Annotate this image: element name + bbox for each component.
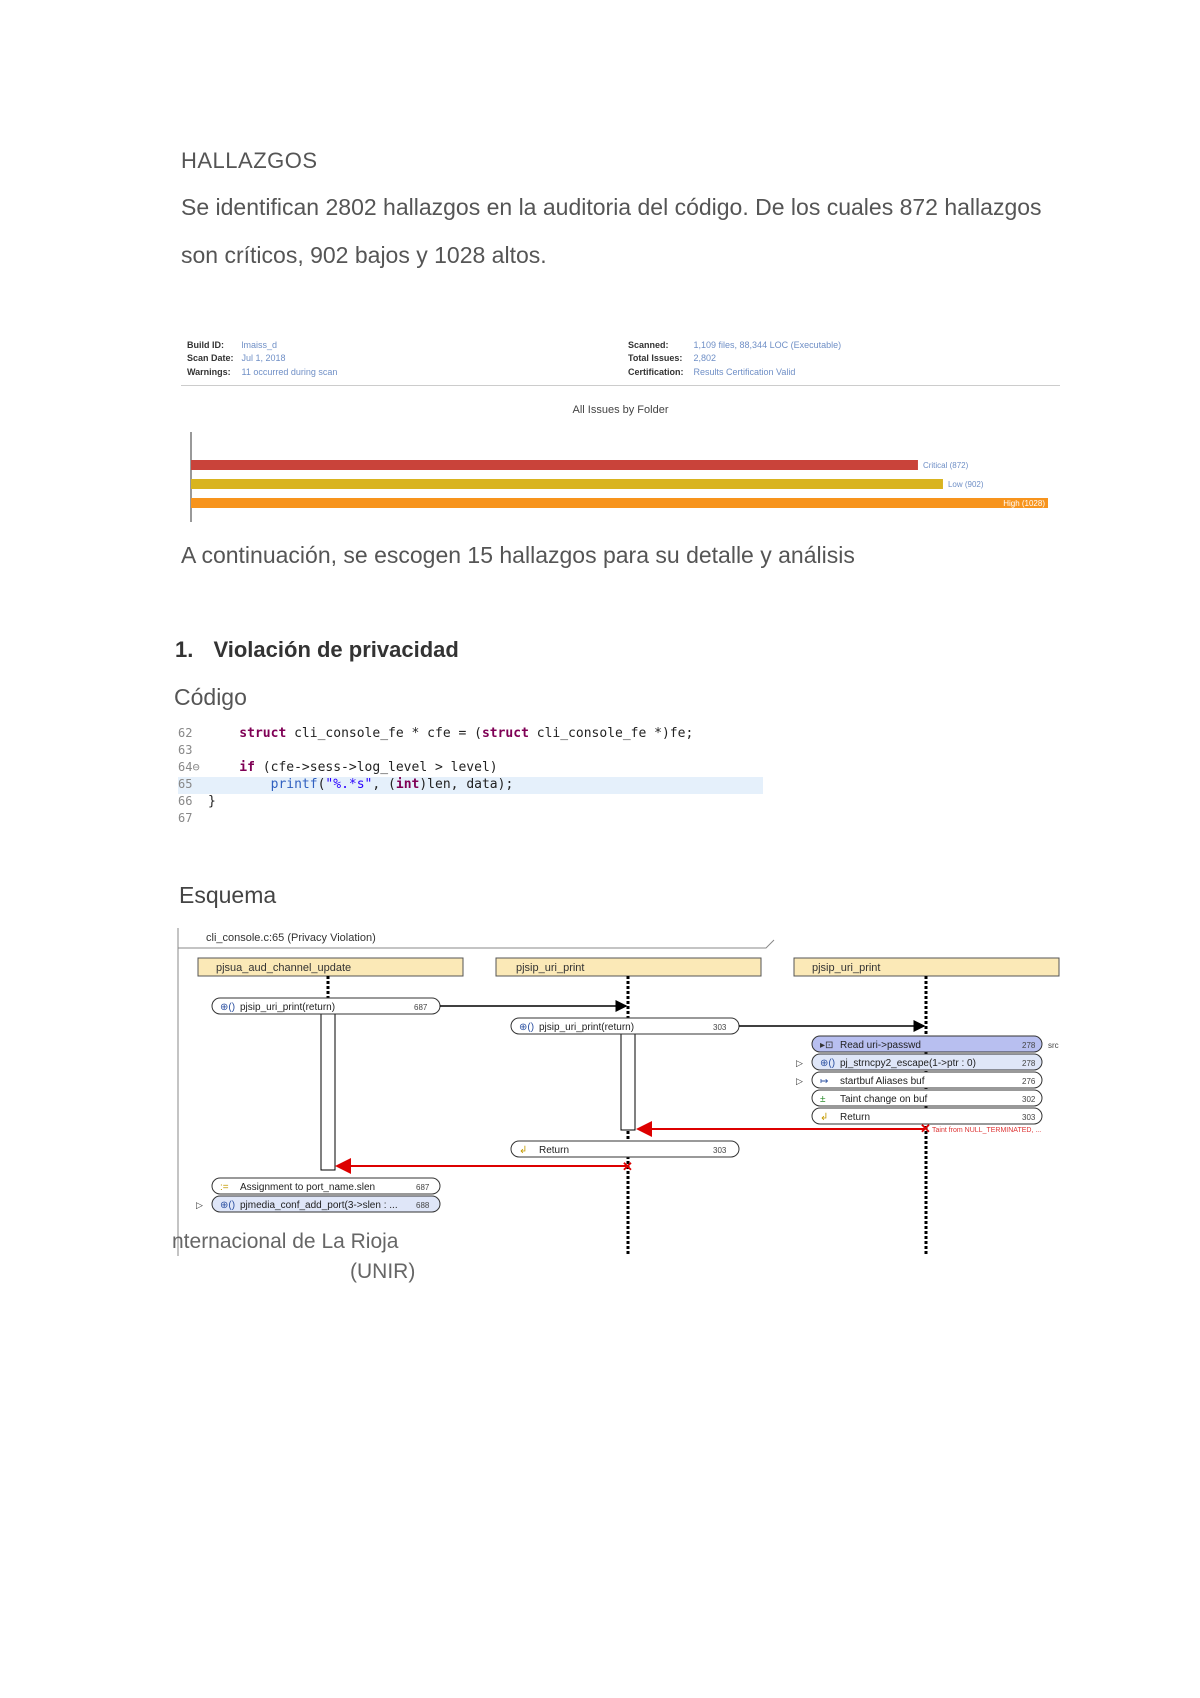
chart-title: All Issues by Folder — [572, 404, 669, 416]
scan-date-value: Jul 1, 2018 — [241, 353, 286, 363]
svg-text:↦: ↦ — [820, 1076, 829, 1087]
lane-header — [794, 958, 1059, 976]
taint-x-icon: ✕ — [622, 1159, 633, 1174]
line-number: 66 — [178, 794, 193, 808]
code-text: printf("%.*s", (int)len, data); — [270, 777, 514, 792]
total-issues-label: Total Issues: — [628, 353, 683, 363]
node-label: pjsip_uri_print(return) — [240, 1002, 336, 1013]
footer-line-2: (UNIR) — [350, 1260, 416, 1283]
paragraph-line-1: Se identifican 2802 hallazgos en la auditoria del código. De los cuales 872 hallazgos — [181, 194, 1042, 220]
node-label: Read uri->passwd — [840, 1040, 921, 1051]
node-label: Return — [539, 1145, 570, 1156]
svg-text:⊕(): ⊕() — [519, 1022, 535, 1033]
flow-node — [212, 1178, 440, 1194]
node-label: pj_strncpy2_escape(1->ptr : 0) — [840, 1058, 976, 1069]
flow-node — [511, 1018, 739, 1034]
bar-label-low: Low (902) — [947, 480, 984, 489]
line-number: 64⊖ — [178, 760, 200, 774]
node-line: 278 — [1022, 1041, 1036, 1050]
node-label: pjmedia_conf_add_port(3->slen : ... — [240, 1200, 398, 1211]
scan-date-label: Scan Date: — [187, 353, 234, 363]
node-line: 303 — [713, 1023, 727, 1032]
bar-critical — [191, 460, 918, 470]
scanned-value: 1,109 files, 88,344 LOC (Executable) — [693, 340, 842, 350]
node-line: 278 — [1022, 1059, 1036, 1068]
scanned-row — [628, 340, 841, 350]
build-id-label: Build ID: — [187, 340, 224, 350]
code-line — [178, 760, 763, 777]
code-text: } — [208, 794, 216, 809]
flow-node — [212, 998, 440, 1014]
node-label: Taint change on buf — [840, 1094, 928, 1105]
footer-line-1: nternacional de La Rioja — [172, 1230, 399, 1253]
svg-text:⊕(): ⊕() — [220, 1002, 236, 1013]
heading: HALLAZGOS — [181, 148, 318, 173]
flow-node-source — [812, 1036, 1042, 1052]
svg-text:⊕(): ⊕() — [820, 1058, 836, 1069]
svg-text:↲: ↲ — [519, 1145, 528, 1156]
node-line: 687 — [414, 1003, 428, 1012]
node-line: 688 — [416, 1201, 430, 1210]
section-title — [175, 637, 459, 663]
taint-flow-diagram — [176, 926, 1076, 1256]
flow-node-sink — [196, 1196, 440, 1212]
taint-note: Taint from NULL_TERMINATED, ... — [932, 1127, 1042, 1134]
bar-low — [191, 479, 943, 489]
node-line: 303 — [713, 1146, 727, 1155]
line-number: 63 — [178, 743, 193, 757]
lane-label: pjsip_uri_print — [812, 962, 881, 974]
svg-text:⊕(): ⊕() — [220, 1200, 236, 1211]
section-name: Violación de privacidad — [213, 637, 459, 662]
flow-node — [796, 1054, 1042, 1070]
node-line: 276 — [1022, 1077, 1036, 1086]
node-line: 303 — [1022, 1113, 1036, 1122]
section-number: 1. — [175, 637, 194, 662]
warnings-row — [187, 367, 337, 377]
code-text: if (cfe->sess->log_level > level) — [208, 760, 498, 775]
node-line: 302 — [1022, 1095, 1036, 1104]
svg-text:▷: ▷ — [796, 1058, 803, 1068]
warnings-label: Warnings: — [187, 367, 231, 377]
node-label: Assignment to port_name.slen — [240, 1182, 376, 1193]
node-line: 687 — [416, 1183, 430, 1192]
diagram-title: cli_console.c:65 (Privacy Violation) — [206, 932, 376, 944]
code-text: struct cli_console_fe * cfe = (struct cli_console_fe *)fe; — [208, 726, 694, 741]
flow-node — [796, 1072, 1042, 1088]
flow-node — [812, 1090, 1042, 1106]
bar-label-critical: Critical (872) — [922, 461, 969, 470]
code-line — [178, 811, 763, 828]
paragraph-line-2: son críticos, 902 bajos y 1028 altos. — [181, 242, 547, 268]
lane-header — [496, 958, 761, 976]
node-label: startbuf Aliases buf — [840, 1076, 925, 1087]
certification-value: Results Certification Valid — [693, 367, 796, 377]
svg-text:▷: ▷ — [796, 1076, 803, 1086]
code-line — [178, 726, 763, 743]
schema-label: Esquema — [179, 882, 277, 908]
flow-node — [511, 1141, 739, 1157]
svg-text:↲: ↲ — [820, 1112, 829, 1123]
taint-x-icon: ✕ — [920, 1121, 931, 1136]
total-issues-value: 2,802 — [693, 353, 717, 363]
svg-text:▷: ▷ — [196, 1200, 203, 1210]
certification-label: Certification: — [628, 367, 684, 377]
activation-bar — [621, 1026, 635, 1130]
bar-high — [191, 498, 1048, 508]
scan-date-row — [187, 353, 286, 363]
lane-header — [198, 958, 463, 976]
lane-label: pjsip_uri_print — [516, 962, 585, 974]
header-divider — [181, 385, 1060, 386]
line-number: 62 — [178, 726, 193, 740]
build-id-row — [187, 340, 277, 350]
side-note: src — [1048, 1041, 1059, 1050]
scanned-label: Scanned: — [628, 340, 669, 350]
certification-row — [628, 367, 795, 377]
lane-label: pjsua_aud_channel_update — [216, 962, 352, 974]
code-label: Código — [174, 684, 247, 710]
activation-bar — [321, 1008, 335, 1170]
code-snippet — [178, 726, 763, 828]
line-number: 67 — [178, 811, 193, 825]
code-line-highlighted — [178, 777, 763, 794]
warnings-value: 11 occurred during scan — [241, 367, 338, 377]
paragraph-intro: A continuación, se escogen 15 hallazgos para su detalle y análisis — [181, 542, 855, 568]
total-issues-row — [628, 353, 716, 363]
node-label: Return — [840, 1112, 871, 1123]
bar-label-high: High (1028) — [1003, 499, 1045, 508]
build-id-value: lmaiss_d — [241, 340, 278, 350]
node-label: pjsip_uri_print(return) — [539, 1022, 635, 1033]
line-number: 65 — [178, 777, 193, 791]
svg-text::=: := — [220, 1182, 229, 1193]
svg-text:±: ± — [820, 1094, 826, 1105]
code-line — [178, 743, 763, 760]
code-line — [178, 794, 763, 811]
issues-bar-chart — [181, 430, 1061, 522]
svg-text:▸⊡: ▸⊡ — [820, 1040, 834, 1051]
